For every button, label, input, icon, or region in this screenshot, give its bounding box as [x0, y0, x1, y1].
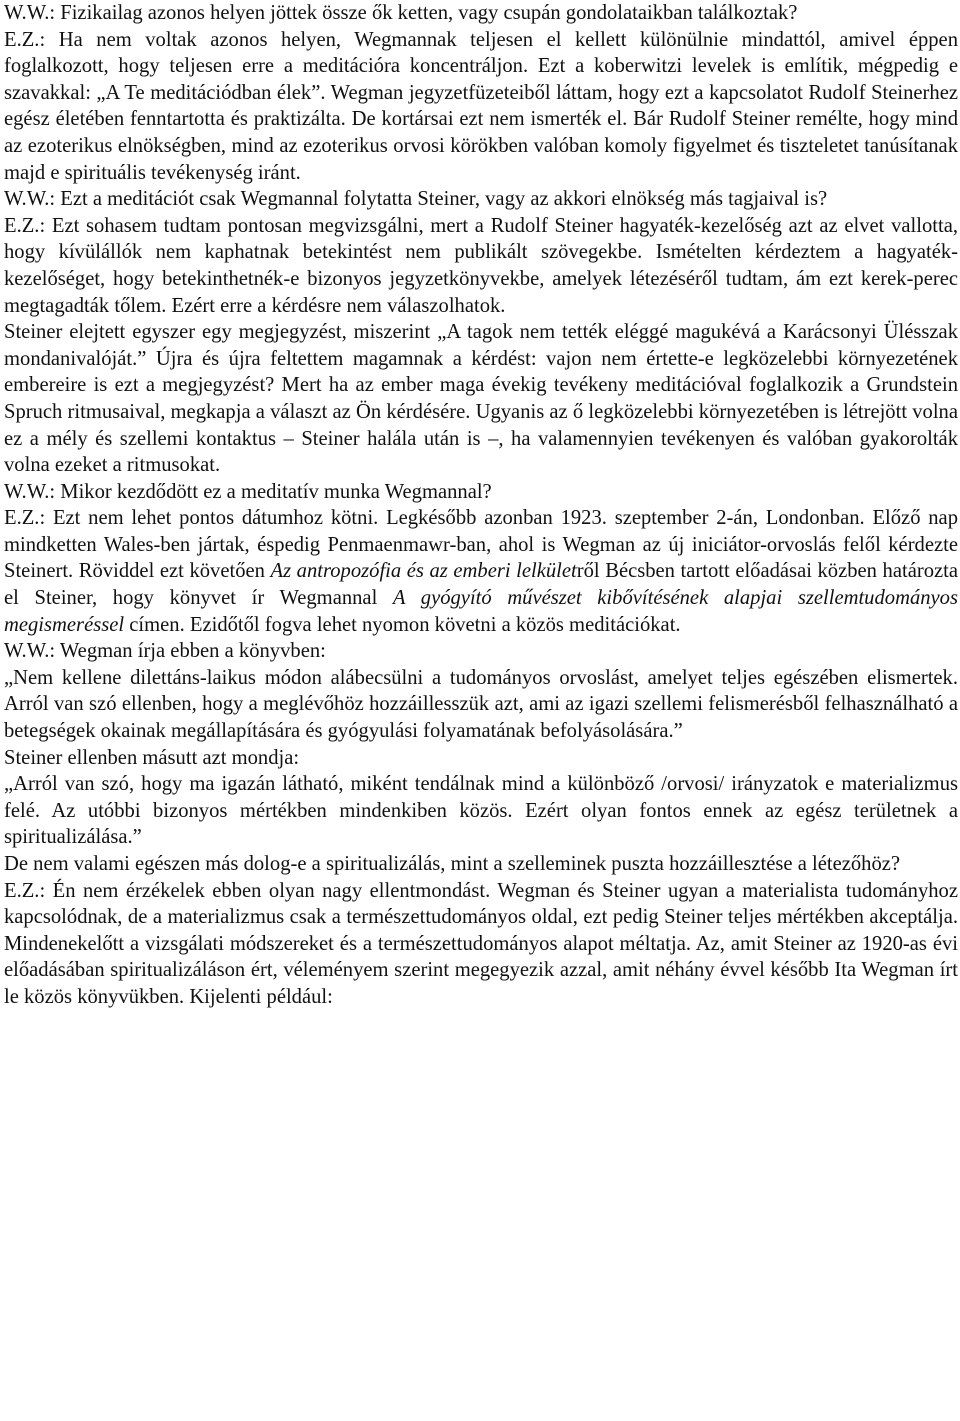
text-run: E.Z.: Ezt sohasem tudtam pontosan megvizsgálni, mert a Rudolf Steiner hagyaték-kezelőség azt az elvet vallotta, hogy kívülállók nem kaphatnak betekintést nem publikált szövegekbe. Ismételten kérdeztem a hagyaték-kezelőséget, hogy betekinthetnék-e bizonyos jegyzetkönyvekbe, amelyek létezéséről tudtam, ám ezt kerek-perec megtagadták tőlem. Ezért erre a kérdésre nem válaszolhatok. — [4, 214, 958, 317]
paragraph-steiner-remark — [4, 319, 958, 479]
text-run: W.W.: Fizikailag azonos helyen jöttek össze ők ketten, vagy csupán gondolataikban találkoztak? — [4, 2, 798, 24]
paragraph-steiner-intro — [4, 745, 958, 772]
text-run: címen. Ezidőtől fogva lehet nyomon követni a közös meditációkat. — [124, 613, 681, 636]
text-run: W.W.: Wegman írja ebben a könyvben: — [4, 640, 326, 663]
text-run: De nem valami egészen más dolog-e a spiritualizálás, mint a szelleminek puszta hozzáillesztése a létezőhöz? — [4, 853, 901, 875]
paragraph-ww-question-4 — [4, 638, 958, 665]
text-run: E.Z.: Ha nem voltak azonos helyen, Wegmannak teljesen el kellett különülnie mindattól, amivel éppen foglalkozott, hogy teljesen erre a meditációra koncentráljon. Ezt a koberwitzi levelek is említik, mégpedig e szavakkal: „A Te meditációdban élek”. Wegman jegyzetfüzeteiből láttam, hogy ezt a kapcsolatot Rudolf Steinerhez egész életében fenntartotta és praktizálta. De kortársai ezt nem ismerték el. Bár Rudolf Steiner remélte, hogy mind az ezoterikus elnökségben, mind az ezoterikus orvosi körökben valóban komoly figyelmet és tiszteletet tanúsítanak majd e spirituális tevékenység iránt. — [4, 28, 958, 184]
text-run: W.W.: Ezt a meditációt csak Wegmannal folytatta Steiner, vagy az akkori elnökség más tagjaival is? — [4, 188, 828, 211]
paragraph-ez-answer-4 — [4, 878, 958, 1011]
paragraph-ww-question-3 — [4, 479, 958, 506]
paragraph-ez-answer-3 — [4, 505, 958, 638]
text-run: E.Z.: Én nem érzékelek ebben olyan nagy ellentmondást. Wegman és Steiner ugyan a materialista tudományhoz kapcsolódnak, de a materializmus csak a természettudományos oldal, ezt pedig Steiner teljes mértékben akceptálja. Mindenekelőtt a vizsgálati módszereket és a természettudományos alapot méltatja. Az, amit Steiner az 1920-as évi előadásában spiritualizáláson ért, véleményem szerint megegyezik azzal, amit néhány évvel később Ita Wegman írt le közös könyvükben. Kijelenti például: — [4, 879, 958, 1008]
text-run: Steiner ellenben másutt azt mondja: — [4, 746, 300, 769]
text-run: „Arról van szó, hogy ma igazán látható, miként tendálnak mind a különböző /orvosi/ irányzatok e materializmus felé. Az utóbbi bizonyos mértékben mindenkiben közös. Ezért olyan fontos ennek az egész területnek a spiritualizálása.” — [4, 773, 958, 849]
paragraph-ez-answer-2 — [4, 213, 958, 319]
text-run: „Nem kellene dilettáns-laikus módon alábecsülni a tudományos orvoslást, amelyet teljes egészében elismertek. Arról van szó ellenben, hogy a meglévőhöz hozzáillesszük azt, ami az igazi szellemi felismerésből felhasználható a betegségek okainak megállapítására és gyógyulási folyamatának befolyásolására.” — [4, 666, 958, 743]
text-run: E.Z.: Ezt nem lehet pontos dátumhoz kötni. Legkésőbb azonban 1923. szeptember 2-án, Londonban. Előző nap mindketten Wales-ben jártak, éspedig Penmaenmawr-ban, ahol is Wegman az új iniciátor-orvoslás felől kérdezte Steinert. Röviddel ezt követően — [4, 507, 958, 583]
paragraph-steiner-quote — [4, 771, 958, 851]
paragraph-ww-question-5 — [4, 851, 958, 878]
italic-title-text: A gyógyító művészet kibővítésének alapjai szellemtudományos megismeréssel — [4, 587, 958, 636]
paragraph-ez-answer-1 — [4, 27, 958, 187]
text-run: Steiner elejtett egyszer egy megjegyzést, miszerint „A tagok nem tették eléggé magukévá a Karácsonyi Ülésszak mondanivalóját.” Újra és újra feltettem magamnak a kérdést: vajon nem értette-e legközelebbi környezetének embereire is ezt a megjegyzést? Mert ha az ember maga évekig tevékeny meditációval foglalkozik a Grundstein Spruch ritmusaival, megkapja a választ az Ön kérdésére. Ugyanis az ő legközelebbi környezetében is létrejött volna ez a mély és szellemi kontaktus – Steiner halála után is –, ha valamennyien tevékenyen és valóban gyakorolták volna ezeket a ritmusokat. — [4, 321, 958, 477]
text-run: W.W.: Mikor kezdődött ez a meditatív munka Wegmannal? — [4, 480, 492, 503]
italic-title-text: Az antropozófia és az emberi lelkület — [270, 560, 577, 583]
paragraph-ww-question-2 — [4, 186, 958, 213]
text-run: ről Bécsben tartott előadásai közben határozta el Steiner, hogy könyvet ír Wegmannal — [4, 560, 959, 610]
paragraph-ww-question-1 — [4, 0, 958, 27]
paragraph-wegman-quote — [4, 665, 958, 745]
